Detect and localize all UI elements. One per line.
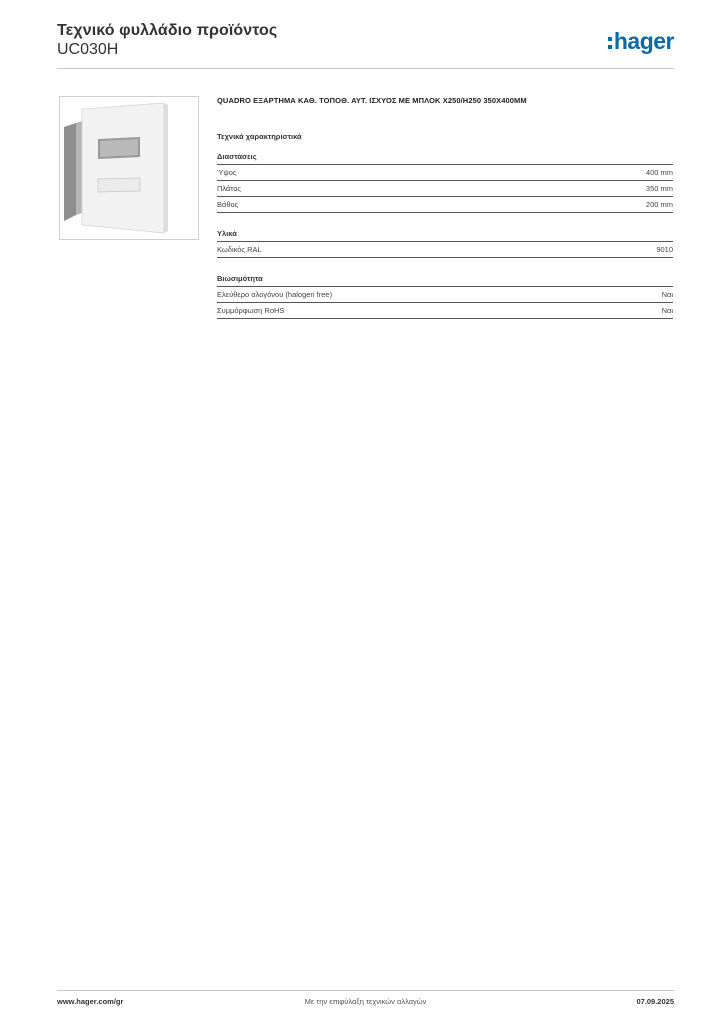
specs-heading: Τεχνικά χαρακτηριστικά bbox=[217, 132, 302, 141]
spec-row-halogen-free bbox=[217, 287, 673, 303]
product-image-frame bbox=[59, 96, 199, 240]
footer-divider bbox=[57, 990, 674, 991]
group-heading-dimensions: Διαστάσεις bbox=[217, 152, 673, 165]
product-title: QUADRO ΕΞΑΡΤΗΜΑ ΚΑΘ. ΤΟΠΟΘ. ΑΥΤ. ΙΣΧΥΟΣ ΜΕ ΜΠΛΟΚ Χ250/Η250 350Χ400ΜΜ bbox=[217, 96, 527, 105]
header-divider bbox=[57, 68, 674, 69]
group-heading-sustainability: Βιωσιμότητα bbox=[217, 274, 673, 287]
spec-label: Ύψος bbox=[217, 168, 237, 177]
spec-label: Κωδικός RAL bbox=[217, 245, 262, 254]
document-title: Τεχνικό φυλλάδιο προϊόντος bbox=[57, 22, 278, 39]
footer-date: 07.09.2025 bbox=[636, 997, 674, 1006]
spec-value: 400 mm bbox=[645, 168, 673, 177]
spec-label: Πλάτος bbox=[217, 184, 242, 193]
spec-value: 9010 bbox=[656, 245, 673, 254]
footer-website-link[interactable]: www.hager.com/gr bbox=[57, 997, 124, 1006]
spec-label: Βάθος bbox=[217, 200, 239, 209]
distribution-board-door-icon bbox=[60, 97, 198, 239]
spec-value: 200 mm bbox=[645, 200, 673, 209]
spec-row-width bbox=[217, 181, 673, 197]
spec-value: Ναι bbox=[661, 306, 673, 315]
spec-row-ral-code bbox=[217, 242, 673, 258]
page-footer bbox=[57, 997, 674, 1011]
spec-row-height bbox=[217, 165, 673, 181]
spec-value: 350 mm bbox=[645, 184, 673, 193]
logo-text: hager bbox=[613, 27, 674, 54]
spec-value: Ναι bbox=[661, 290, 673, 299]
spec-row-rohs bbox=[217, 303, 673, 319]
spec-row-depth bbox=[217, 197, 673, 213]
hager-logo bbox=[608, 28, 674, 54]
spec-label: Ελεύθερο αλογόνου (halogen free) bbox=[217, 290, 333, 299]
product-details bbox=[217, 96, 673, 319]
spec-label: Συμμόρφωση RoHS bbox=[217, 306, 285, 315]
logo-dots-icon bbox=[608, 37, 612, 49]
page-header bbox=[57, 22, 674, 70]
product-code: UC030H bbox=[57, 41, 119, 58]
group-heading-materials: Υλικά bbox=[217, 229, 673, 242]
footer-notice: Με την επιφύλαξη τεχνικών αλλαγών bbox=[304, 997, 427, 1006]
